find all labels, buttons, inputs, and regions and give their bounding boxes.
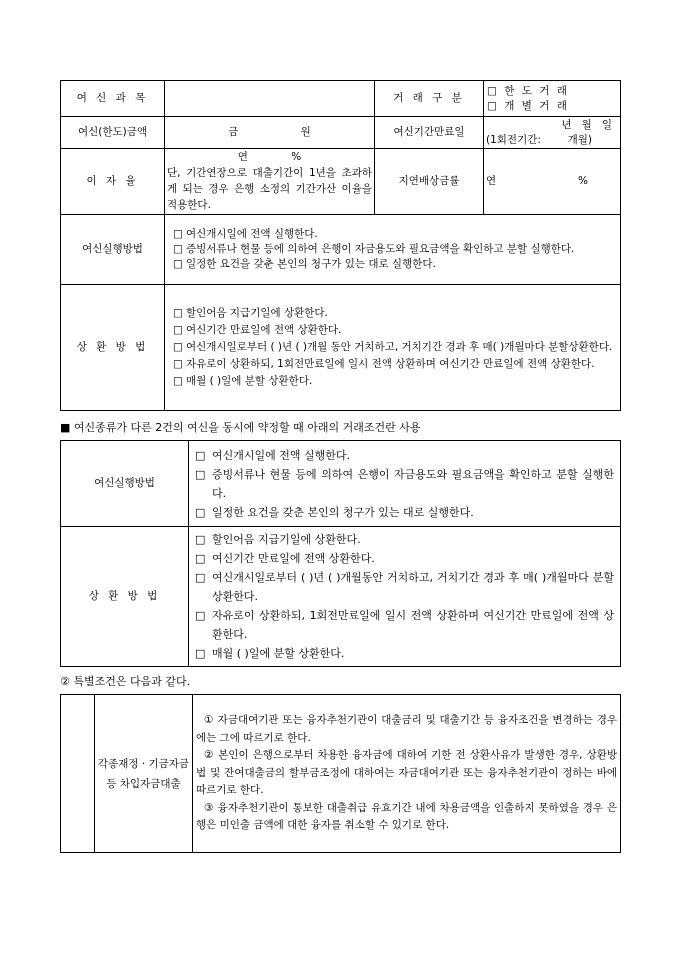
penalty-prefix: 연: [486, 175, 497, 187]
repayment-option[interactable]: □ 매월 ( )일에 분할 상환한다.: [173, 373, 616, 390]
checkbox-icon[interactable]: □: [195, 533, 206, 546]
amount-unit-won: 원: [300, 126, 311, 138]
repayment-option[interactable]: □ 여신개시일로부터 ( )년 ( )개월동안 거치하고, 거치기간 경과 후 매( )개월마다 분할상환한다.: [195, 568, 614, 606]
execution-options: [165, 215, 621, 285]
repayment-option[interactable]: □ 할인어음 지급기일에 상환한다.: [173, 305, 616, 322]
multi-loan-note: ■ 여신종류가 다른 2건의 여신을 동시에 약정할 때 아래의 거래조건란 사용: [60, 421, 421, 434]
execution-option[interactable]: □ 증빙서류나 현물 등에 의하여 은행이 자금용도와 필요금액을 확인하고 분할 실행한다.: [173, 243, 575, 255]
interest-rate-line: 연 %: [237, 151, 302, 163]
trade-type-individual-option[interactable]: □ 개 별 거 래: [487, 99, 569, 112]
execution-option[interactable]: □ 일정한 요건을 갖춘 본인의 청구가 있는 대로 실행한다.: [195, 503, 614, 522]
special-clauses: [193, 695, 621, 853]
checkbox-icon[interactable]: □: [173, 375, 183, 387]
loan-subject-value[interactable]: [165, 81, 375, 117]
expiry-date-line: 년 월 일: [561, 118, 612, 131]
interest-value[interactable]: [165, 149, 375, 215]
loan-terms-table: [60, 80, 621, 411]
checkbox-icon[interactable]: □: [195, 467, 206, 481]
checkbox-icon[interactable]: □: [173, 243, 183, 255]
special-conditions-heading: ② 특별조건은 다음과 같다.: [60, 675, 191, 688]
checkbox-icon[interactable]: □: [173, 358, 183, 370]
checkbox-icon[interactable]: □: [195, 448, 206, 462]
execution-option[interactable]: □ 여신개시일에 전액 실행한다.: [173, 228, 318, 240]
checkbox-icon[interactable]: □: [195, 552, 206, 565]
repayment-option[interactable]: □ 여신개시일로부터 ( )년 ( )개월 동안 거치하고, 거치기간 경과 후 매( )개월마다 분할상환한다.: [173, 339, 616, 356]
execution-options-2: [189, 441, 621, 527]
special-conditions-table: [60, 694, 621, 853]
execution-label: 여신실행방법: [61, 215, 165, 285]
penalty-value[interactable]: [484, 149, 621, 215]
checkbox-icon[interactable]: □: [173, 307, 183, 319]
amount-label: 여신(한도)금액: [61, 117, 165, 149]
checkbox-icon[interactable]: □: [173, 341, 183, 353]
repayment-options-2: [189, 527, 621, 667]
first-term-line: (1회전기간: 개월): [486, 133, 592, 146]
repayment-option[interactable]: □ 자유로이 상환하되, 1회전만료일에 일시 전액 상환하며 여신기간 만료일에 전액 상환한다.: [195, 606, 614, 644]
trade-type-limit-option[interactable]: □ 한 도 거 래: [487, 84, 569, 97]
expiry-label: 여신기간만료일: [375, 117, 484, 149]
execution-label-2: 여신실행방법: [61, 441, 189, 527]
trade-type-label: 거 래 구 분: [375, 81, 484, 117]
second-loan-terms-table: [60, 440, 621, 667]
penalty-unit: %: [578, 175, 588, 187]
penalty-label: 지연배상금률: [375, 149, 484, 215]
repayment-option[interactable]: □ 매월 ( )일에 분할 상환한다.: [195, 644, 614, 663]
execution-option[interactable]: □ 증빙서류나 현물 등에 의하여 은행이 자금용도와 필요금액을 확인하고 분할 실행한다.: [195, 465, 614, 503]
checkbox-icon[interactable]: □: [173, 258, 183, 270]
special-clause: ① 자금대여기관 또는 융자추천기관이 대출금리 및 대출기간 등 융자조건을 변경하는 경우에는 그에 따르기로 한다.: [196, 714, 617, 744]
repayment-label-2: 상 환 방 법: [61, 527, 189, 667]
expiry-value[interactable]: [484, 117, 621, 149]
repayment-option[interactable]: □ 여신기간 만료일에 전액 상환한다.: [195, 549, 614, 568]
checkbox-icon[interactable]: □: [195, 571, 206, 584]
amount-unit-geum: 금: [228, 126, 239, 138]
checkbox-icon[interactable]: □: [195, 647, 206, 660]
interest-note: 단, 기간연장으로 대출기간이 1년을 초과하게 되는 경우 은행 소정의 기간가산 이율을 적용한다.: [167, 167, 372, 211]
repayment-label: 상 환 방 법: [61, 285, 165, 411]
repayment-option[interactable]: □ 여신기간 만료일에 전액 상환한다.: [173, 322, 616, 339]
checkbox-icon[interactable]: □: [195, 609, 206, 622]
interest-label: 이 자 율: [61, 149, 165, 215]
checkbox-icon[interactable]: □: [195, 505, 206, 519]
checkbox-icon[interactable]: □: [173, 228, 183, 240]
special-label: 각종재정 · 기금자금 등 차입자금대출: [95, 695, 193, 853]
blank-cell: [61, 695, 95, 853]
loan-subject-label: 여 신 과 목: [61, 81, 165, 117]
repayment-option[interactable]: □ 할인어음 지급기일에 상환한다.: [195, 530, 614, 549]
checkbox-icon[interactable]: □: [173, 324, 183, 336]
repayment-option[interactable]: □ 자유로이 상환하되, 1회전만료일에 일시 전액 상환하며 여신기간 만료일에 전액 상환한다.: [173, 356, 616, 373]
special-clause: ③ 융자추천기관이 통보한 대출취급 유효기간 내에 차용금액을 인출하지 못하였을 경우 은행은 미인출 금액에 대한 융자를 취소할 수 있기로 한다.: [196, 801, 617, 832]
repayment-options: [165, 285, 621, 411]
execution-option[interactable]: □ 일정한 요건을 갖춘 본인의 청구가 있는 대로 실행한다.: [173, 258, 436, 270]
execution-option[interactable]: □ 여신개시일에 전액 실행한다.: [195, 446, 614, 465]
trade-type-options: [484, 81, 621, 117]
amount-value[interactable]: [165, 117, 375, 149]
special-clause: ② 본인이 은행으로부터 차용한 융자금에 대하여 기한 전 상환사유가 발생한 경우, 상환방법 및 잔여대출금의 할부금조정에 대하여는 자금대여기관 또는 융자추천기관이 정하는 바에 따르기로 한다.: [196, 749, 617, 797]
